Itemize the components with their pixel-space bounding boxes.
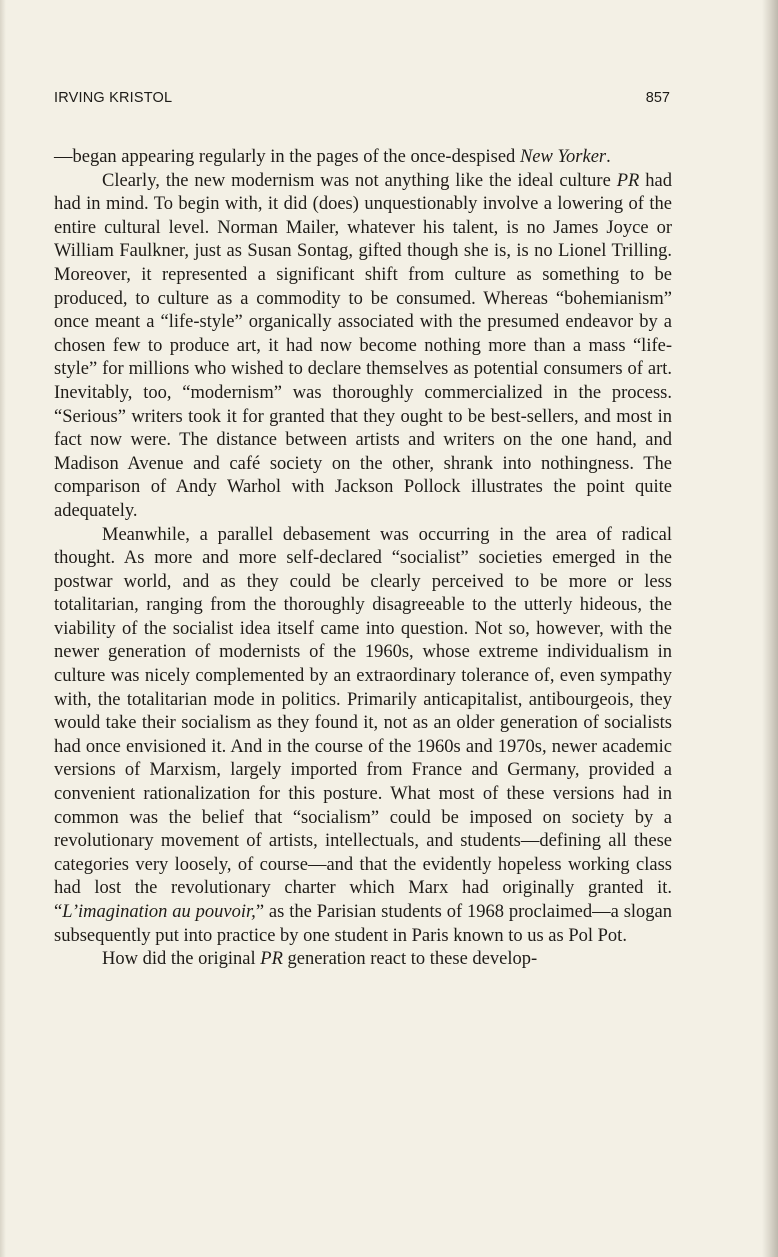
paragraph [54,146,672,170]
page-number: 857 [645,90,670,106]
running-head-author: IRVING KRISTOL [54,90,173,106]
text-run: Meanwhile, a parallel debasement was occurring in the area of radical thought. As more and more self-declared “socialist” societies emerged in the postwar world, and as they could be clearly perceived to be more or less totalitarian, ranging from the thoroughly disagreeable to the utterly hideous, the viability of the socialist idea itself came into question. Not so, however, with the newer generation of modernists of the 1960s, whose extreme individualism in culture was nicely complemented by an extraordinary tolerance of, even sympathy with, the totalitarian mode in politics. Primarily anticapitalist, antibourgeois, they would take their socialism as they found it, not as an older generation of socialists had once envisioned it. And in the course of the 1960s and 1970s, newer academic versions of Marxism, largely imported from France and Germany, provided a convenient rationalization for this posture. What most of these versions had in common was the belief that “socialism” could be imposed on society by a revolutionary movement of artists, intellectuals, and students—defining all these categories very loosely, of course—and that the evidently hopeless working class had lost the revolutionary charter which Marx had originally granted it. “ [54,524,672,922]
text-run: ” as the Parisian students of 1968 proclaimed—a slogan subsequently put into practice by one student in Paris known to us as Pol Pot. [54,902,673,946]
text-run: Clearly, the new modernism was not anything like the ideal culture [102,170,617,191]
paragraph [54,170,672,524]
spine-shadow [762,0,778,1257]
paragraph [54,948,672,972]
body-text [54,146,672,972]
italic-text: New Yorker [519,147,607,167]
italic-text: PR [260,949,283,970]
text-run: had had in mind. To begin with, it did (does) unquestionably involve a lowering of the entire cultural level. Norman Mailer, whatever his talent, is no James Joyce or William Faulkner, just as Susan Sontag, gifted though she is, is no Lionel Trilling. Moreover, it represented a significant shift from culture as something to be produced, to culture as a commodity to be consumed. Whereas “bohemianism” once meant a “life-style” organically associated with the presumed endeavor by a chosen few to produce art, it had now become nothing more than a mass “life-style” for millions who wished to declare themselves as potential consumers of art. Inevitably, too, “modernism” was thoroughly commercialized in the process. “Serious” writers took it for granted that they ought to be best-sellers, and most in fact now were. The distance between artists and writers on the one hand, and Madison Avenue and café society on the other, shrank into nothingness. The comparison of Andy Warhol with Jackson Pollock illustrates the point quite adequately. [54,170,672,521]
page-edge [0,0,6,1257]
text-run: . [606,147,611,167]
italic-text: PR [616,170,640,191]
paragraph [54,524,672,949]
running-head [54,90,670,112]
text-run: How did the original [102,949,261,970]
italic-text: L’imagination au pouvoir, [62,902,256,922]
text-run: —began appearing regularly in the pages of the once-despised [54,147,520,167]
text-run: generation react to these develop- [282,949,538,970]
